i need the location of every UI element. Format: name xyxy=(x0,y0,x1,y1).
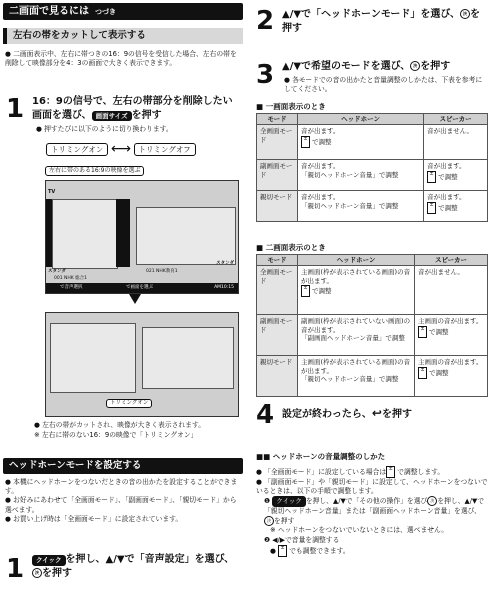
table-row xyxy=(257,125,488,160)
status-left: スタンダ xyxy=(48,269,66,274)
table-cell-headphone xyxy=(298,191,424,222)
page-header-cont: つづき xyxy=(95,8,116,16)
enter-button-icon: 決 xyxy=(32,568,42,578)
table-cell-speaker xyxy=(415,356,488,397)
cell-text: で調整 xyxy=(312,137,332,146)
toggle-off-label: トリミングオフ xyxy=(134,143,196,157)
table-cell-mode: 全画面モード xyxy=(257,125,298,160)
trimmed-sub-pane xyxy=(142,327,234,389)
headphone-bullet-2: ● お好みにあわせて「全画面モード」、「副画面モード」、「親切モード」から選べます。 xyxy=(5,496,237,514)
cell-text: 音が出ます。 xyxy=(301,127,340,136)
cell-text: で調整 xyxy=(429,327,449,336)
volume-stepper-icon: ± xyxy=(427,202,436,214)
step3-text xyxy=(282,60,488,74)
enter-button-icon: 決 xyxy=(427,496,437,506)
step3-text-end: を押す xyxy=(420,61,451,72)
table2-caption: ■ 二画面表示のとき xyxy=(256,243,326,252)
cell-text: 「親切ヘッドホーン音量」で調整 xyxy=(301,170,399,179)
trimmed-main-pane xyxy=(50,323,136,393)
section-trim-intro: ● 二画面表示中、左右に帯つきの16：9の信号を受信した場合、左右の帯を削除して映像部分を4：3の画面で大きく表示できます。 xyxy=(5,50,237,68)
table-row xyxy=(257,315,488,356)
volume-stepper-icon: ± xyxy=(427,171,436,183)
step1-text-end: を押す xyxy=(131,109,162,121)
headphone-bullet-2-text: お好みにあわせて「全画面モード」、「副画面モード」、「親切モード」から選べます。 xyxy=(5,496,237,514)
hp-step1-text xyxy=(32,553,242,580)
volume-substep-1-text-c: を押す xyxy=(274,517,295,526)
table-row xyxy=(257,160,488,191)
cell-text: 音が出ます。 xyxy=(301,193,340,202)
volume-substep-1: ❶ クイック を押し、▲/▼で「その他の操作」を選び 決 を押し、▲/▼で「親切ヘッドホーン音量」または「副画面ヘッドホーン音量」を選び、決 を押す xyxy=(264,497,485,526)
volume-bullet-2-text: 「副画面モード」や「親切モード」に設定して、ヘッドホーンをつないでいるときは、以下の手順で調整します。 xyxy=(256,478,488,496)
volume-substep-1-text: を押し、▲/▼で「その他の操作」を選び xyxy=(305,497,428,506)
table-cell-headphone xyxy=(298,125,424,160)
table2-caption-text: 二画面表示のとき xyxy=(265,243,326,252)
volume-section-title: ■■ ヘッドホーンの音量調整のしかた xyxy=(256,452,386,461)
section-trim-title: 左右の帯をカットして表示する xyxy=(3,28,243,44)
cell-text: で調整 xyxy=(438,203,458,212)
step4-text xyxy=(282,405,412,422)
volume-substep-2: ❷ ◀/▶で音量を調整する xyxy=(264,535,340,544)
table-row xyxy=(257,191,488,222)
volume-substep-1-note-text: ヘッドホーンをつないでいないときには、選べません。 xyxy=(277,526,449,535)
cell-text: 主画面(枠が表示されている画面)の音が出ます。 xyxy=(301,358,411,375)
note-no-band-text: 左右に帯のない16：9の映像で「トリミングオン」 xyxy=(41,431,198,439)
step3-sub: ● 各モードでの音の出かたと音量調整のしかたは、下表を参考にしてください。 xyxy=(284,76,483,94)
cell-text: 主画面(枠が表示されている画面)の音が出ます。 xyxy=(301,268,411,285)
table1-caption-text: 一画面表示のとき xyxy=(265,102,326,111)
table-cell-headphone xyxy=(298,266,415,315)
table2-header-mode: モード xyxy=(257,255,298,266)
footer-left: で音声選択 xyxy=(60,285,83,290)
enter-button-icon: 決 xyxy=(410,61,420,71)
cell-text: 主画面の音が出ます。 xyxy=(418,358,483,367)
note-trimmed: ● 左右の帯がカットされ、映像が大きく表示されます。 xyxy=(34,421,206,429)
table-cell-mode: 親切モード xyxy=(257,356,298,397)
step3-number: 3 xyxy=(256,60,275,90)
headphone-bullet-1-text: 本機にヘッドホーンをつないだときの音の出かたを設定することができます。 xyxy=(5,478,238,496)
step1-number: 1 xyxy=(6,94,25,124)
headphone-bullet-3: ● お買い上げ時は「全画面モード」に設定されています。 xyxy=(5,514,183,523)
step1-text xyxy=(32,95,240,122)
volume-stepper-icon: ± xyxy=(386,466,395,478)
step4-number: 4 xyxy=(256,400,275,430)
headphone-bullets xyxy=(5,478,239,524)
footer-mid: で画面を選ぶ xyxy=(126,285,153,290)
table-cell-headphone xyxy=(298,315,415,356)
headphone-bullet-1: ● 本機にヘッドホーンをつないだときの音の出かたを設定することができます。 xyxy=(5,478,238,496)
volume-stepper-icon: ± xyxy=(301,285,310,297)
step2-number: 2 xyxy=(256,6,275,36)
table1-header-mode: モード xyxy=(257,114,298,125)
table-dual-screen xyxy=(256,254,488,397)
volume-stepper-icon: ± xyxy=(278,545,287,557)
table-cell-mode: 親切モード xyxy=(257,191,298,222)
step4-text-main: 設定が終わったら、 xyxy=(282,409,372,420)
table-cell-mode: 副画面モード xyxy=(257,315,298,356)
volume-substep-1-note: ※ ヘッドホーンをつないでいないときには、選べません。 xyxy=(270,526,449,535)
pane-label: TV xyxy=(48,189,56,195)
cell-text: で調整 xyxy=(312,287,332,296)
cell-text: で調整 xyxy=(429,368,449,377)
cell-text: 「親切ヘッドホーン音量」で調整 xyxy=(301,375,399,384)
volume-section-body xyxy=(256,466,490,557)
table-cell-speaker xyxy=(424,160,488,191)
figure-footer xyxy=(46,283,238,293)
cell-text: 主画面の音が出ます。 xyxy=(418,317,483,326)
table-single-screen xyxy=(256,113,488,222)
sub-pane xyxy=(136,207,236,265)
cell-text: 副画面(枠が表示されていない画面)の音が出ます。 xyxy=(301,317,411,334)
table-cell-mode: 全画面モード xyxy=(257,266,298,315)
step2-text xyxy=(282,8,488,35)
step2-text-end: を押す xyxy=(282,9,481,34)
quick-key: クイック xyxy=(272,496,306,507)
table-cell-headphone xyxy=(298,356,415,397)
return-button-icon: ↩ xyxy=(371,406,382,420)
headphone-bullet-3-text: お買い上げ時は「全画面モード」に設定されています。 xyxy=(13,514,183,523)
volume-substep-2-note-text: でも調整できます。 xyxy=(289,546,350,555)
volume-stepper-icon: ± xyxy=(301,136,310,148)
main-pane xyxy=(52,199,118,269)
cell-text: 音が出ます。 xyxy=(301,162,340,171)
step4-text-end: を押す xyxy=(381,409,412,420)
step2-text-main: ▲/▼で「ヘッドホーンモード」を選び、 xyxy=(282,9,461,20)
step1-sub: ● 押すたびに以下のように切り換わります。 xyxy=(36,125,173,133)
table-cell-speaker xyxy=(415,315,488,356)
trim-toggle-diagram xyxy=(46,140,196,158)
note-no-band: ※ 左右に帯のない16：9の映像で「トリミングオン」 xyxy=(34,431,198,439)
hp-step1-text-end: を押す xyxy=(42,567,72,579)
page-header xyxy=(3,3,243,20)
cell-text: 音が出ます。 xyxy=(427,162,466,171)
status-right: スタンダ xyxy=(216,261,234,266)
table-cell-mode: 副画面モード xyxy=(257,160,298,191)
table-cell-headphone xyxy=(298,160,424,191)
volume-section-title-text: ヘッドホーンの音量調整のしかた xyxy=(272,452,386,461)
volume-stepper-icon: ± xyxy=(418,326,427,338)
hp-step1-number: 1 xyxy=(6,554,25,584)
toggle-on-label: トリミングオン xyxy=(46,143,108,157)
volume-stepper-icon: ± xyxy=(418,367,427,379)
volume-substep-1-text-b: を押し、▲/▼で「親切ヘッドホーン音量」または「副画面ヘッドホーン音量」を選び、 xyxy=(264,497,485,516)
volume-bullet-1: ● 「全画面モード」に設定している場合は ± で調整します。 xyxy=(256,466,445,476)
table2-header-headphone: ヘッドホーン xyxy=(298,255,415,266)
footer-right: AM10:15 xyxy=(214,285,234,290)
page-header-title: 二画面で見るには xyxy=(9,6,89,17)
table-cell-speaker: 音が出ません。 xyxy=(415,266,488,315)
channel-right: 021 NHK教育1 xyxy=(146,269,178,274)
table1-caption: ■ 一画面表示のとき xyxy=(256,102,326,111)
table1-header-row xyxy=(257,114,488,125)
table1-header-speaker: スピーカー xyxy=(424,114,488,125)
step3-text-main: ▲/▼で希望のモードを選び、 xyxy=(282,61,411,72)
enter-button-icon: 決 xyxy=(264,516,274,526)
table-cell-speaker: 音が出ません。 xyxy=(424,125,488,160)
table2-header-row xyxy=(257,255,488,266)
cell-text: 「親切ヘッドホーン音量」で調整 xyxy=(301,201,399,210)
step3-sub-text: 各モードでの音の出かたと音量調整のしかたは、下表を参考にしてください。 xyxy=(284,76,483,94)
note-trimmed-text: 左右の帯がカットされ、映像が大きく表示されます。 xyxy=(42,421,206,429)
bidirectional-arrow-icon: ⟷ xyxy=(110,141,131,157)
section-trim-intro-text: 二画面表示中、左右に帯つきの16：9の信号を受信した場合、左右の帯を削除して映像部分を4：3の画面で大きく表示できます。 xyxy=(5,50,237,68)
table2-wrapper xyxy=(256,254,488,397)
volume-substep-2-note: ● ± でも調整できます。 xyxy=(270,544,350,555)
table-row xyxy=(257,266,488,315)
figure-screen-before xyxy=(45,180,239,294)
step1-text-main: 16：9の信号で、左右の帯部分を削除したい画面を選び、 xyxy=(32,96,233,121)
table-cell-speaker xyxy=(424,191,488,222)
table-row xyxy=(257,356,488,397)
cell-text: で調整 xyxy=(438,172,458,181)
volume-bullet-1-text: 「全画面モード」に設定している場合は xyxy=(264,468,387,476)
hp-step1-text-main: を押し、▲/▼で「音声設定」を選び、 xyxy=(65,554,235,565)
table1-wrapper xyxy=(256,113,488,222)
channel-left: 001 NHK 総合1 xyxy=(54,276,88,281)
enter-button-icon: 決 xyxy=(460,9,470,19)
trimmed-label: トリミングオン xyxy=(106,399,152,408)
screen-size-key: 画面サイズ xyxy=(92,111,132,122)
cell-text: 音が出ます。 xyxy=(427,193,466,202)
table2-header-speaker: スピーカー xyxy=(415,255,488,266)
volume-bullet-1-end: で調整します。 xyxy=(397,468,445,476)
volume-bullet-2: ● 「副画面モード」や「親切モード」に設定して、ヘッドホーンをつないでいるときは、以下の手順で調整します。 xyxy=(256,478,488,496)
table1-header-headphone: ヘッドホーン xyxy=(298,114,424,125)
section-headphone-title: ヘッドホーンモードを設定する xyxy=(3,458,243,474)
figure-select-label: 左右に帯のある16:9の映像を選ぶ xyxy=(45,166,144,176)
cell-text: 「副画面ヘッドホーン音量」で調整 xyxy=(301,334,405,343)
quick-key: クイック xyxy=(32,555,66,566)
black-bar-right xyxy=(116,199,130,267)
figure-screen-after xyxy=(45,312,239,417)
volume-substep-2-text: ◀/▶で音量を調整する xyxy=(272,535,340,544)
down-arrow-icon xyxy=(129,294,141,304)
step1-sub-text: 押すたびに以下のように切り換わります。 xyxy=(44,125,173,133)
